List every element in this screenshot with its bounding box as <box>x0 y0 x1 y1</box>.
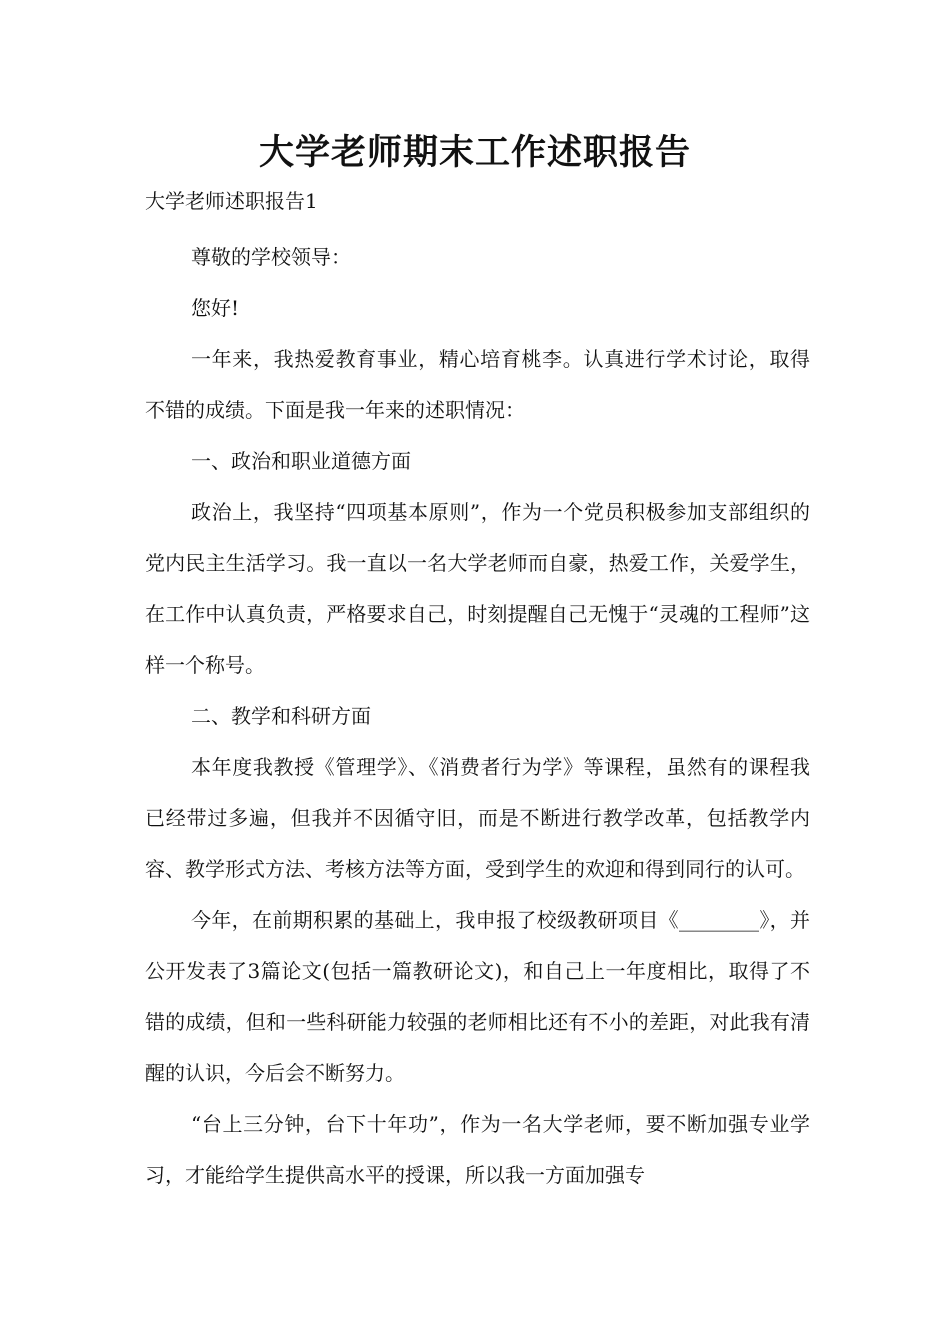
report-subtitle: 大学老师述职报告1 <box>145 189 318 213</box>
research-paragraph: 今年，在前期积累的基础上，我申报了校级教研项目《________》，并公开发表了3篇论文(包括一篇教研论文)，和自己上一年度相比，取得了不错的成绩，但和一些科研能力较强的老师相比还有不小的差距，对此我有清醒的认识，今后会不断努力。 <box>145 908 810 1085</box>
study-paragraph: “台上三分钟，台下十年功”，作为一名大学老师，要不断加强专业学习，才能给学生提供高水平的授课，所以我一方面加强专 <box>145 1112 810 1187</box>
document-body <box>145 232 810 1201</box>
salutation: 尊敬的学校领导： <box>191 245 351 269</box>
politics-paragraph: 政治上，我坚持“四项基本原则”，作为一个党员积极参加支部组织的党内民主生活学习。我一直以一名大学老师而自豪，热爱工作，关爱学生，在工作中认真负责，严格要求自己，时刻提醒自己无愧于“灵魂的工程师”这样一个称号。 <box>145 500 810 677</box>
teaching-paragraph: 本年度我教授《管理学》、《消费者行为学》等课程，虽然有的课程我已经带过多遍，但我并不因循守旧，而是不断进行教学改革，包括教学内容、教学形式方法、考核方法等方面，受到学生的欢迎和得到同行的认可。 <box>145 755 810 881</box>
document-title: 大学老师期末工作述职报告 <box>258 133 691 173</box>
section-heading-politics: 一、政治和职业道德方面 <box>191 449 411 473</box>
intro-paragraph: 一年来，我热爱教育事业，精心培育桃李。认真进行学术讨论，取得不错的成绩。下面是我一年来的述职情况： <box>145 347 810 422</box>
greeting: 您好! <box>191 296 240 320</box>
section-heading-teaching: 二、教学和科研方面 <box>191 704 371 728</box>
